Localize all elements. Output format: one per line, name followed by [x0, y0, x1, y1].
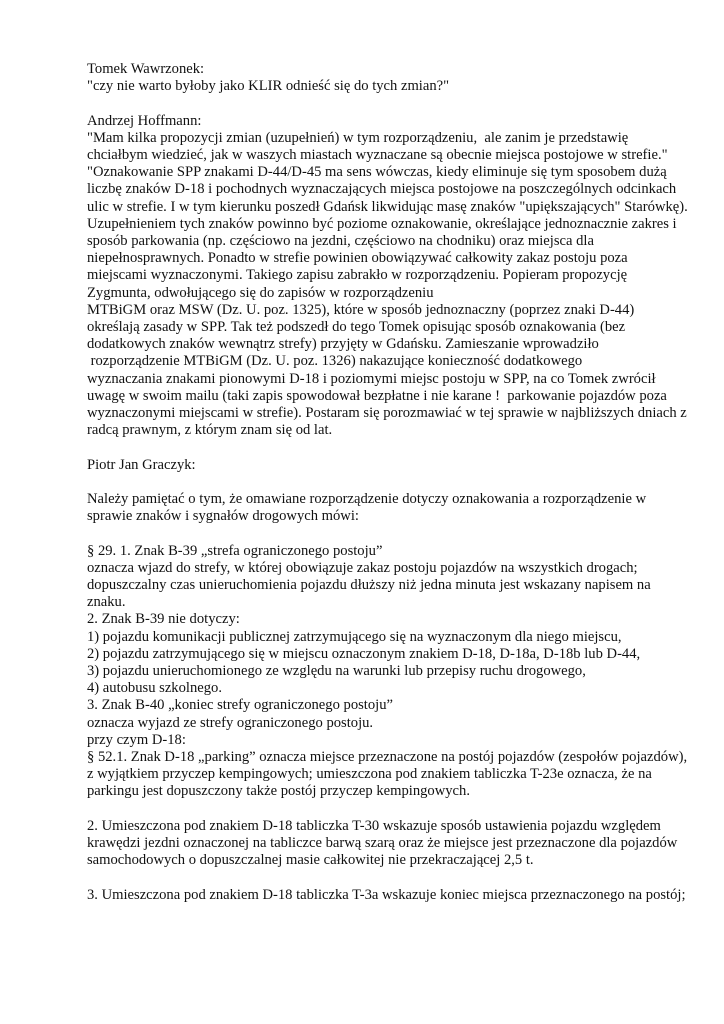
body-line: rozporządzenie MTBiGM (Dz. U. poz. 1326) nakazujące konieczność dodatkowego	[87, 353, 583, 370]
body-line: wyznaczonymi miejscami w strefie). Postaram się porozmawiać w tej sprawie w najbliższych dniach z	[87, 405, 687, 422]
body-line: 3. Umieszczona pod znakiem D-18 tabliczka T-3a wskazuje koniec miejsca przeznaczonego na postój;	[87, 886, 686, 903]
body-line: 2. Umieszczona pod znakiem D-18 tabliczka T-30 wskazuje sposób ustawienia pojazdu względem	[87, 817, 661, 834]
paragraph-gap	[87, 439, 707, 456]
speaker-name: Piotr Jan Graczyk:	[87, 456, 196, 473]
body-line: 2. Znak B-39 nie dotyczy:	[87, 611, 240, 628]
list-item: 4) autobusu szkolnego.	[87, 680, 222, 697]
body-line: chciałbym wiedzieć, jak w waszych miastach wyznaczane są obecnie miejsca postojowe w strefie."	[87, 147, 668, 163]
body-line: liczbę znaków D-18 i pochodnych wyznaczających miejsca postojowe na poszczególnych odcinkach	[87, 181, 677, 198]
body-line: 3. Znak B-40 „koniec strefy ograniczonego postoju”	[87, 697, 393, 714]
body-line: "Mam kilka propozycji zmian (uzupełnień) w tym rozporządzeniu, ale zanim je przedstawię	[87, 129, 629, 146]
list-item: 1) pojazdu komunikacji publicznej zatrzymującego się na wyznaczonym dla niego miejscu,	[87, 628, 622, 645]
speaker-name: Andrzej Hoffmann:	[87, 112, 202, 129]
body-line: Należy pamiętać o tym, że omawiane rozporządzenie dotyczy oznakowania a rozporządzenie w	[87, 491, 647, 508]
legal-section-heading: § 52.1. Znak D-18 „parking” oznacza miejsce przeznaczone na postój pojazdów (zespołów pojazdów),	[87, 749, 688, 766]
body-line: dopuszczalny czas unieruchomienia pojazdu dłuższy niż jedna minuta jest wskazany napisem na	[87, 577, 651, 594]
paragraph-gap	[87, 801, 707, 818]
body-line: miejscami wyznaczonymi. Takiego zapisu zabrakło w rozporządzeniu. Popieram propozycję	[87, 267, 628, 284]
body-line: niepełnosprawnych. Ponadto w strefie powinien obowiązywać całkowity zakaz postoju poza	[87, 250, 628, 267]
document-page	[87, 61, 707, 904]
body-line: Uzupełnieniem tych znaków powinno być poziome oznakowanie, określające jednoznacznie zakres i	[87, 215, 677, 232]
paragraph-gap	[87, 95, 707, 112]
body-line: oznacza wjazd do strefy, w której obowiązuje zakaz postoju pojazdów na wszystkich drogach;	[87, 559, 638, 576]
body-line: sposób parkowania (np. częściowo na jezdni, częściowo na chodniku) oraz miejsca dla	[87, 233, 594, 250]
body-line: z wyjątkiem przyczep kempingowych; umieszczona pod znakiem tabliczka T-23e oznacza, że na	[87, 766, 652, 783]
quote-line: "czy nie warto byłoby jako KLIR odnieść się do tych zmian?"	[87, 78, 450, 95]
body-line: radcą prawnym, z którym znam się od lat.	[87, 422, 333, 439]
body-line: MTBiGM oraz MSW (Dz. U. poz. 1325), które w sposób jednoznaczny (poprzez znaki D-44)	[87, 301, 635, 318]
body-line: wyznaczania znakami pionowymi D-18 i poziomymi miejsc postoju w SPP, na co Tomek zwrócił	[87, 370, 656, 387]
body-line: oznacza wyjazd ze strefy ograniczonego postoju.	[87, 714, 374, 731]
body-line: sprawie znaków i sygnałów drogowych mówi:	[87, 508, 359, 525]
body-line: samochodowych o dopuszczalnej masie całkowitej nie przekraczającej 2,5 t.	[87, 852, 534, 869]
body-line: Zygmunta, odwołującego się do zapisów w rozporządzeniu	[87, 284, 434, 301]
paragraph-gap	[87, 869, 707, 886]
body-line: parkingu jest dopuszczony także postój przyczep kempingowych.	[87, 783, 470, 800]
legal-section-heading: § 29. 1. Znak B-39 „strefa ograniczonego postoju”	[87, 542, 383, 559]
list-item: 2) pojazdu zatrzymującego się w miejscu oznaczonym znakiem D-18, D-18a, D-18b lub D-44,	[87, 645, 641, 662]
body-line: dodatkowych znaków wewnątrz strefy) przyjęty w Gdańsku. Zamieszanie wprowadziło	[87, 336, 599, 353]
body-line: przy czym D-18:	[87, 731, 186, 748]
body-line: ulic w strefie. I w tym kierunku poszedł Gdańsk likwidując masę znaków "upiększających" Starówkę).	[87, 198, 688, 215]
body-line: krawędzi jezdni oznaczonej na tabliczce barwą szarą oraz że miejsce jest przeznaczone dla pojazdów	[87, 835, 678, 852]
body-line: uwagę w swoim mailu (taki zapis spowodował bezpłatne i nie karane ! parkowanie pojazdów poza	[87, 387, 667, 404]
paragraph-gap	[87, 474, 707, 491]
speaker-name: Tomek Wawrzonek:	[87, 61, 205, 77]
list-item: 3) pojazdu unieruchomionego ze względu na warunki lub przepisy ruchu drogowego,	[87, 663, 586, 680]
paragraph-gap	[87, 525, 707, 542]
body-line: określają zasady w SPP. Tak też podszedł do tego Tomek opisując sposób oznakowania (bez	[87, 319, 626, 336]
body-line: znaku.	[87, 594, 126, 611]
body-line: "Oznakowanie SPP znakami D-44/D-45 ma sens wówczas, kiedy eliminuje się tym sposobem dużą	[87, 164, 667, 181]
